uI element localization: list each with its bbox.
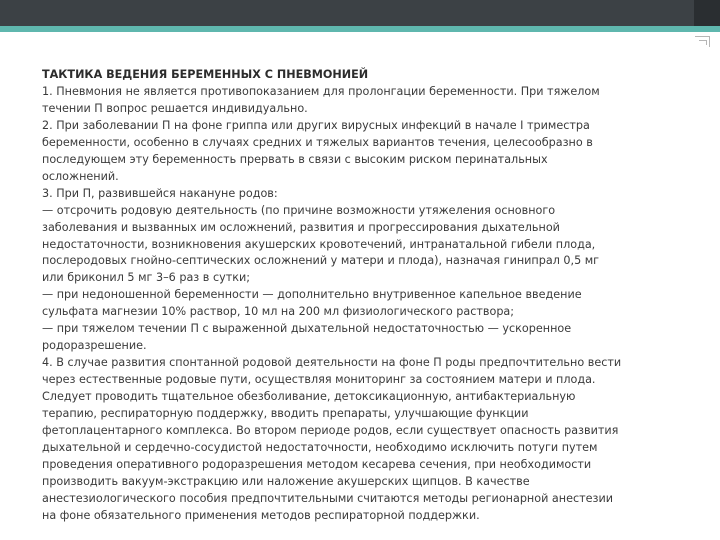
text-line: сульфата магнезии 10% раствор, 10 мл на 200 мл физиологического раствора; (42, 305, 515, 319)
text-line: — при недоношенной беременности — дополнительно внутривенное капельное введение (42, 288, 582, 302)
text-line: недостаточности, возникновения акушерских кровотечений, интранатальной гибели плода, (42, 237, 596, 251)
text-line: заболевания и вызванных им осложнений, развития и прогрессирования дыхательной (42, 220, 560, 234)
text-line: анестезиологического пособия предпочтительными считаются методы регионарной анестезии (42, 491, 614, 505)
text-line: 1. Пневмония не является противопоказанием для пролонгации беременности. При тяжелом (42, 84, 600, 98)
text-line: беременности, особенно в случаях средних и тяжелых вариантов течения, целесообразно в (42, 135, 593, 149)
text-line: — отсрочить родовую деятельность (по причине возможности утяжеления основного (42, 203, 556, 217)
slide-text (42, 84, 678, 525)
accent-band (0, 26, 720, 32)
text-line: течении П вопрос решается индивидуально. (42, 101, 308, 115)
text-line: 3. При П, развившейся накануне родов: (42, 186, 278, 200)
slide-body (42, 67, 678, 525)
text-line: на фоне обязательного применения методов респираторной поддержки. (42, 508, 480, 522)
header-bar (0, 0, 720, 26)
corner-ornament-icon (695, 36, 710, 47)
text-line: осложнений. (42, 169, 119, 183)
text-line: или бриконил 5 мг 3–6 раз в сутки; (42, 271, 251, 285)
text-line: 2. При заболевании П на фоне гриппа или других вирусных инфекций в начале I триместра (42, 118, 590, 132)
text-line: последующем эту беременность прервать в связи с высоким риском перинатальных (42, 152, 548, 166)
header-accent-block (694, 0, 720, 26)
text-line: терапию, респираторную поддержку, вводить препараты, улучшающие функции (42, 407, 529, 421)
text-line: через естественные родовые пути, осуществляя мониторинг за состоянием матери и плода. (42, 373, 596, 387)
slide-title: ТАКТИКА ВЕДЕНИЯ БЕРЕМЕННЫХ С ПНЕВМОНИЕЙ (42, 68, 369, 81)
text-line: проведения оперативного родоразрешения методом кесарева сечения, при необходимости (42, 457, 592, 471)
text-line: родоразрешение. (42, 339, 147, 353)
text-line: фетоплацентарного комплекса. Во втором периоде родов, если существует опасность развития (42, 424, 619, 438)
text-line: 4. В случае развития спонтанной родовой деятельности на фоне П роды предпочтительно вести (42, 356, 622, 370)
text-line: — при тяжелом течении П с выраженной дыхательной недостаточностью — ускоренное (42, 322, 572, 336)
text-line: производить вакуум-экстракцию или наложение акушерских щипцов. В качестве (42, 474, 530, 488)
text-line: Следует проводить тщательное обезболивание, детоксикационную, антибактериальную (42, 390, 576, 404)
text-line: послеродовых гнойно-септических осложнений у матери и плода), назначая гинипрал 0,5 мг (42, 254, 600, 268)
text-line: дыхательной и сердечно-сосудистой недостаточности, необходимо исключить потуги путем (42, 440, 598, 454)
